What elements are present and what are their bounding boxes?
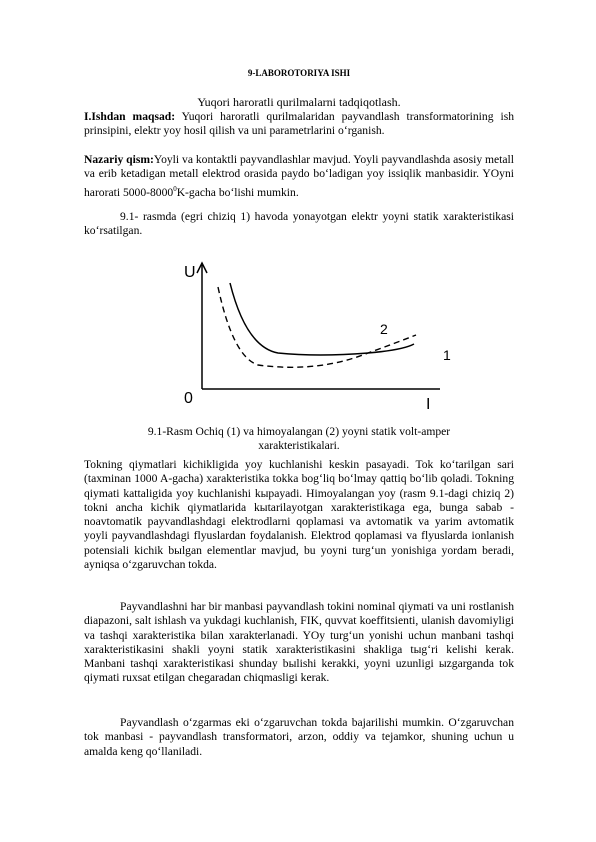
theory-paragraph xyxy=(84,153,514,200)
y-axis-label: U xyxy=(184,264,196,281)
current-characteristics-paragraph: Tokning qiymatlari kichikligida yoy kuchlanishi keskin pasayadi. Tok ko‘tarilgan sari (taxminan 1000 A-gacha) xarakteristika tokka bog‘liq bo‘lmay qattiq bo‘lib qoladi. Tokning qiymati kattaligida yoy kuchlanishi kыpayadi. Himoyalangan yoy (rasm 9.1-dagi chiziq 2) tokni ancha kichik qiymatlarida kыtarilayotgan xarakteristikaga ega, bunga sabab - noavtomatik payvandlashdagi elektrodlarni qoplamasi va avtomatik va yarim avtomatik yoyli payvandlashdagi flyuslardan foydalanish. Elektrod qoplamasi va flyuslarda ionlanish potensiali kichik bыlgan elementlar mavjud, bu yoyni turg‘un yonishiga yordam beradi, ayniqsa o‘zgaruvchan tokda. xyxy=(84,458,514,572)
lab-subtitle: Yuqori haroratli qurilmalarni tadqiqotlash. xyxy=(197,95,401,109)
theory-text: Yoyli va kontaktli payvandlashlar mavjud. Yoyli payvandlashda asosiy metall va erib ketadigan metall elektrod orasida paydo bo‘ladigan yoy issiqlik manbasidir. YOyni harorati 5000-8000 xyxy=(84,153,514,199)
ac-transformer-paragraph: Payvandlash o‘zgarmas eki o‘zgaruvchan tokda bajarilishi mumkin. O‘zgaruvchan tok manbasi - payvandlash transformatori, arzon, oddiy va tejamkor, shuning uchun u amalda keng qo‘llaniladi. xyxy=(84,716,514,758)
theory-label: Nazariy qism: xyxy=(84,153,154,166)
origin-label: 0 xyxy=(184,390,193,407)
aim-text: Yuqori haroratli qurilmalaridan payvandlash transformatorining ish prinsipini, elektr yoy hosil qilish va uni parametrlarini o‘rganish. xyxy=(84,110,514,138)
volt-ampere-figure xyxy=(184,257,451,415)
figure-reference-paragraph: 9.1- rasmda (egri chiziq 1) havoda yonayotgan elektr yoyni statik xarakteristikasi ko‘rsatilgan. xyxy=(84,210,514,238)
curve-2-label: 2 xyxy=(380,321,388,337)
volt-ampere-graph xyxy=(184,257,451,415)
theory-text-end: K-gacha bo‘lishi mumkin. xyxy=(176,185,299,199)
welding-source-paragraph: Payvandlashni har bir manbasi payvandlash tokini nominal qiymati va uni rostlanish diapazoni, salt ishlash va yukdagi kuchlanish, FIK, quvvat koeffitsienti, ulanish davomiyligi va tashqi xarakteristika bilan xarakterlanadi. YOy turg‘un yonishi uchun manbani tashqi xarakteristikasini shakli yoyni statik xarakteristikasini shakliga tыg‘ri kelishi kerak. Manbani tashqi xarakteristikasi shunday bыlishi kerakki, yoyni uzunligi ыzgarganda tok qiymati ruxsat etilgan chegaradan chiqmasligi kerak. xyxy=(84,600,514,685)
degree-superscript: 0 xyxy=(173,184,177,193)
figure-caption-line-1: 9.1-Rasm Ochiq (1) va himoyalangan (2) yoyni statik volt-amper xyxy=(147,425,451,438)
lab-heading: 9-LABOROTORIYA ISHI xyxy=(247,68,351,78)
figure-caption xyxy=(84,425,514,453)
curve-1-label: 1 xyxy=(443,347,451,363)
figure-caption-line-2: xarakteristikalari. xyxy=(258,439,340,452)
x-axis-label: I xyxy=(426,396,431,413)
aim-label: I.Ishdan maqsad: xyxy=(84,110,176,123)
aim-paragraph xyxy=(84,110,514,139)
curve-1-open-arc xyxy=(230,283,414,355)
